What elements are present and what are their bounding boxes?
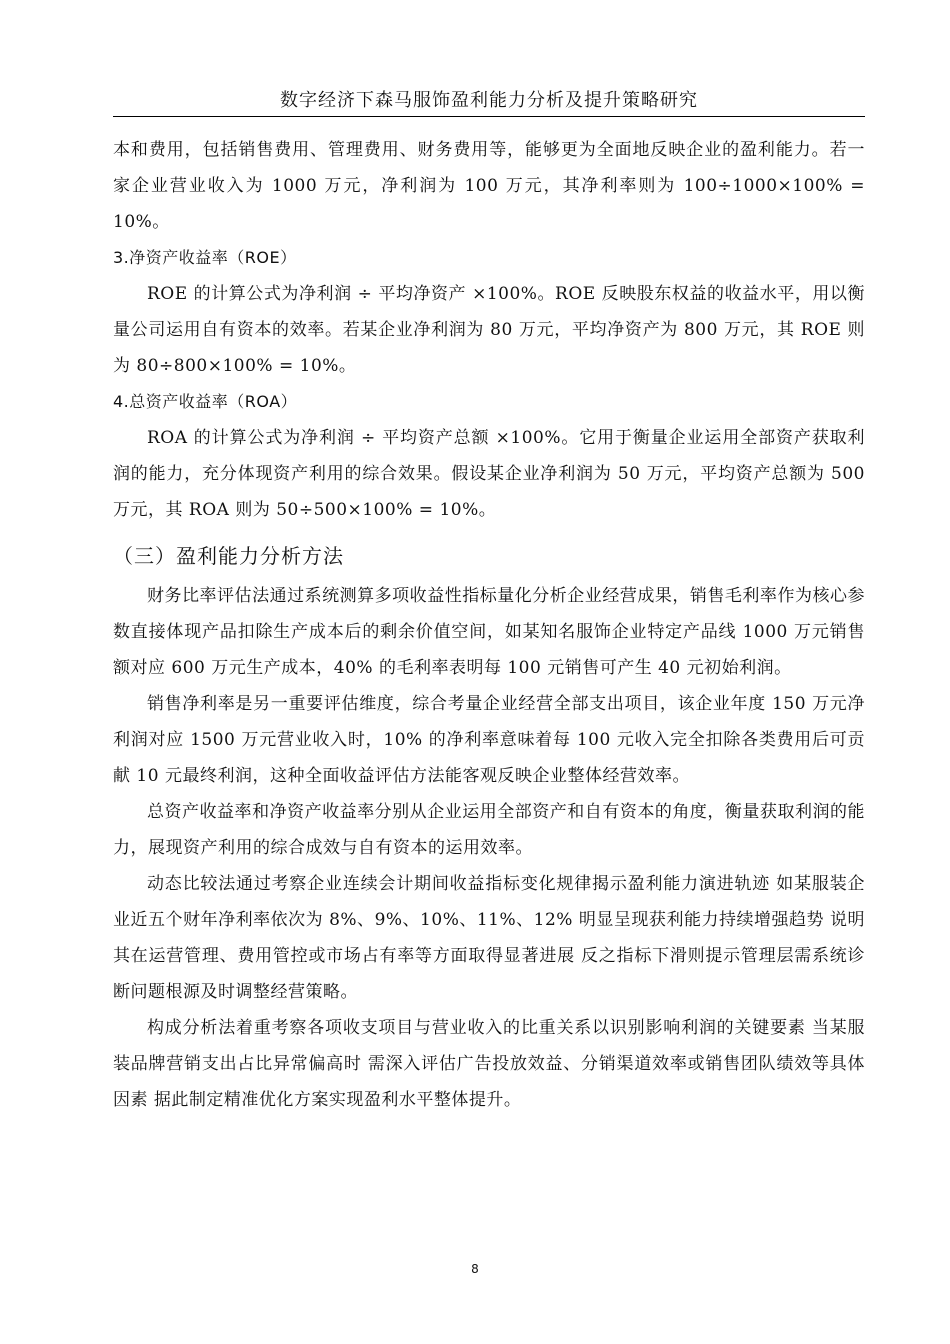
page-body xyxy=(113,132,865,1118)
paragraph-net-profit-rate: 销售净利率是另一重要评估维度，综合考量企业经营全部支出项目，该企业年度 150 万元净利润对应 1500 万元营业收入时，10% 的净利率意味着每 100 元收入完全扣除各类费用后可贡献 10 元最终利润，这种全面收益评估方法能客观反映企业整体经营效率。 xyxy=(113,694,865,786)
paragraph-roa-roe: 总资产收益率和净资产收益率分别从企业运用全部资产和自有资本的角度，衡量获取利润的能力，展现资产利用的综合成效与自有资本的运用效率。 xyxy=(113,802,865,858)
running-header: 数字经济下森马服饰盈利能力分析及提升策略研究 xyxy=(113,86,865,117)
paragraph-dynamic-comparison: 动态比较法通过考察企业连续会计期间收益指标变化规律揭示盈利能力演进轨迹 如某服装企业近五个财年净利率依次为 8%、9%、10%、11%、12% 明显呈现获利能力持续增强趋势 说明其在运营管理、费用管控或市场占有率等方面取得显著进展 反之指标下滑则提示管理层需系统诊断问题根源及时调整经营策略。 xyxy=(113,874,865,1002)
paragraph-ratio-method: 财务比率评估法通过系统测算多项收益性指标量化分析企业经营成果，销售毛利率作为核心参数直接体现产品扣除生产成本后的剩余价值空间，如某知名服饰企业特定产品线 1000 万元销售额对应 600 万元生产成本，40% 的毛利率表明每 100 元销售可产生 40 元初始利润。 xyxy=(113,586,865,678)
paragraph-roe: ROE 的计算公式为净利润 ÷ 平均净资产 ×100%。ROE 反映股东权益的收益水平，用以衡量公司运用自有资本的效率。若某企业净利润为 80 万元，平均净资产为 800 万元，其 ROE 则为 80÷800×100% = 10%。 xyxy=(113,284,865,376)
heading-roe: 3.净资产收益率（ROE） xyxy=(113,248,297,267)
paragraph-structure-analysis: 构成分析法着重考察各项收支项目与营业收入的比重关系以识别影响利润的关键要素 当某服装品牌营销支出占比异常偏高时 需深入评估广告投放效益、分销渠道效率或销售团队绩效等具体因素 据此制定精准优化方案实现盈利水平整体提升。 xyxy=(113,1018,865,1110)
page-number: 8 xyxy=(471,1262,479,1276)
section-heading-analysis-methods: （三）盈利能力分析方法 xyxy=(113,544,344,568)
heading-roa: 4.总资产收益率（ROA） xyxy=(113,392,298,411)
paragraph-net-margin-continued: 本和费用，包括销售费用、管理费用、财务费用等，能够更为全面地反映企业的盈利能力。若一家企业营业收入为 1000 万元，净利润为 100 万元，其净利率则为 100÷1000×100% = 10%。 xyxy=(113,140,865,232)
paragraph-roa: ROA 的计算公式为净利润 ÷ 平均资产总额 ×100%。它用于衡量企业运用全部资产获取利润的能力，充分体现资产利用的综合效果。假设某企业净利润为 50 万元，平均资产总额为 500 万元，其 ROA 则为 50÷500×100% = 10%。 xyxy=(113,428,865,520)
